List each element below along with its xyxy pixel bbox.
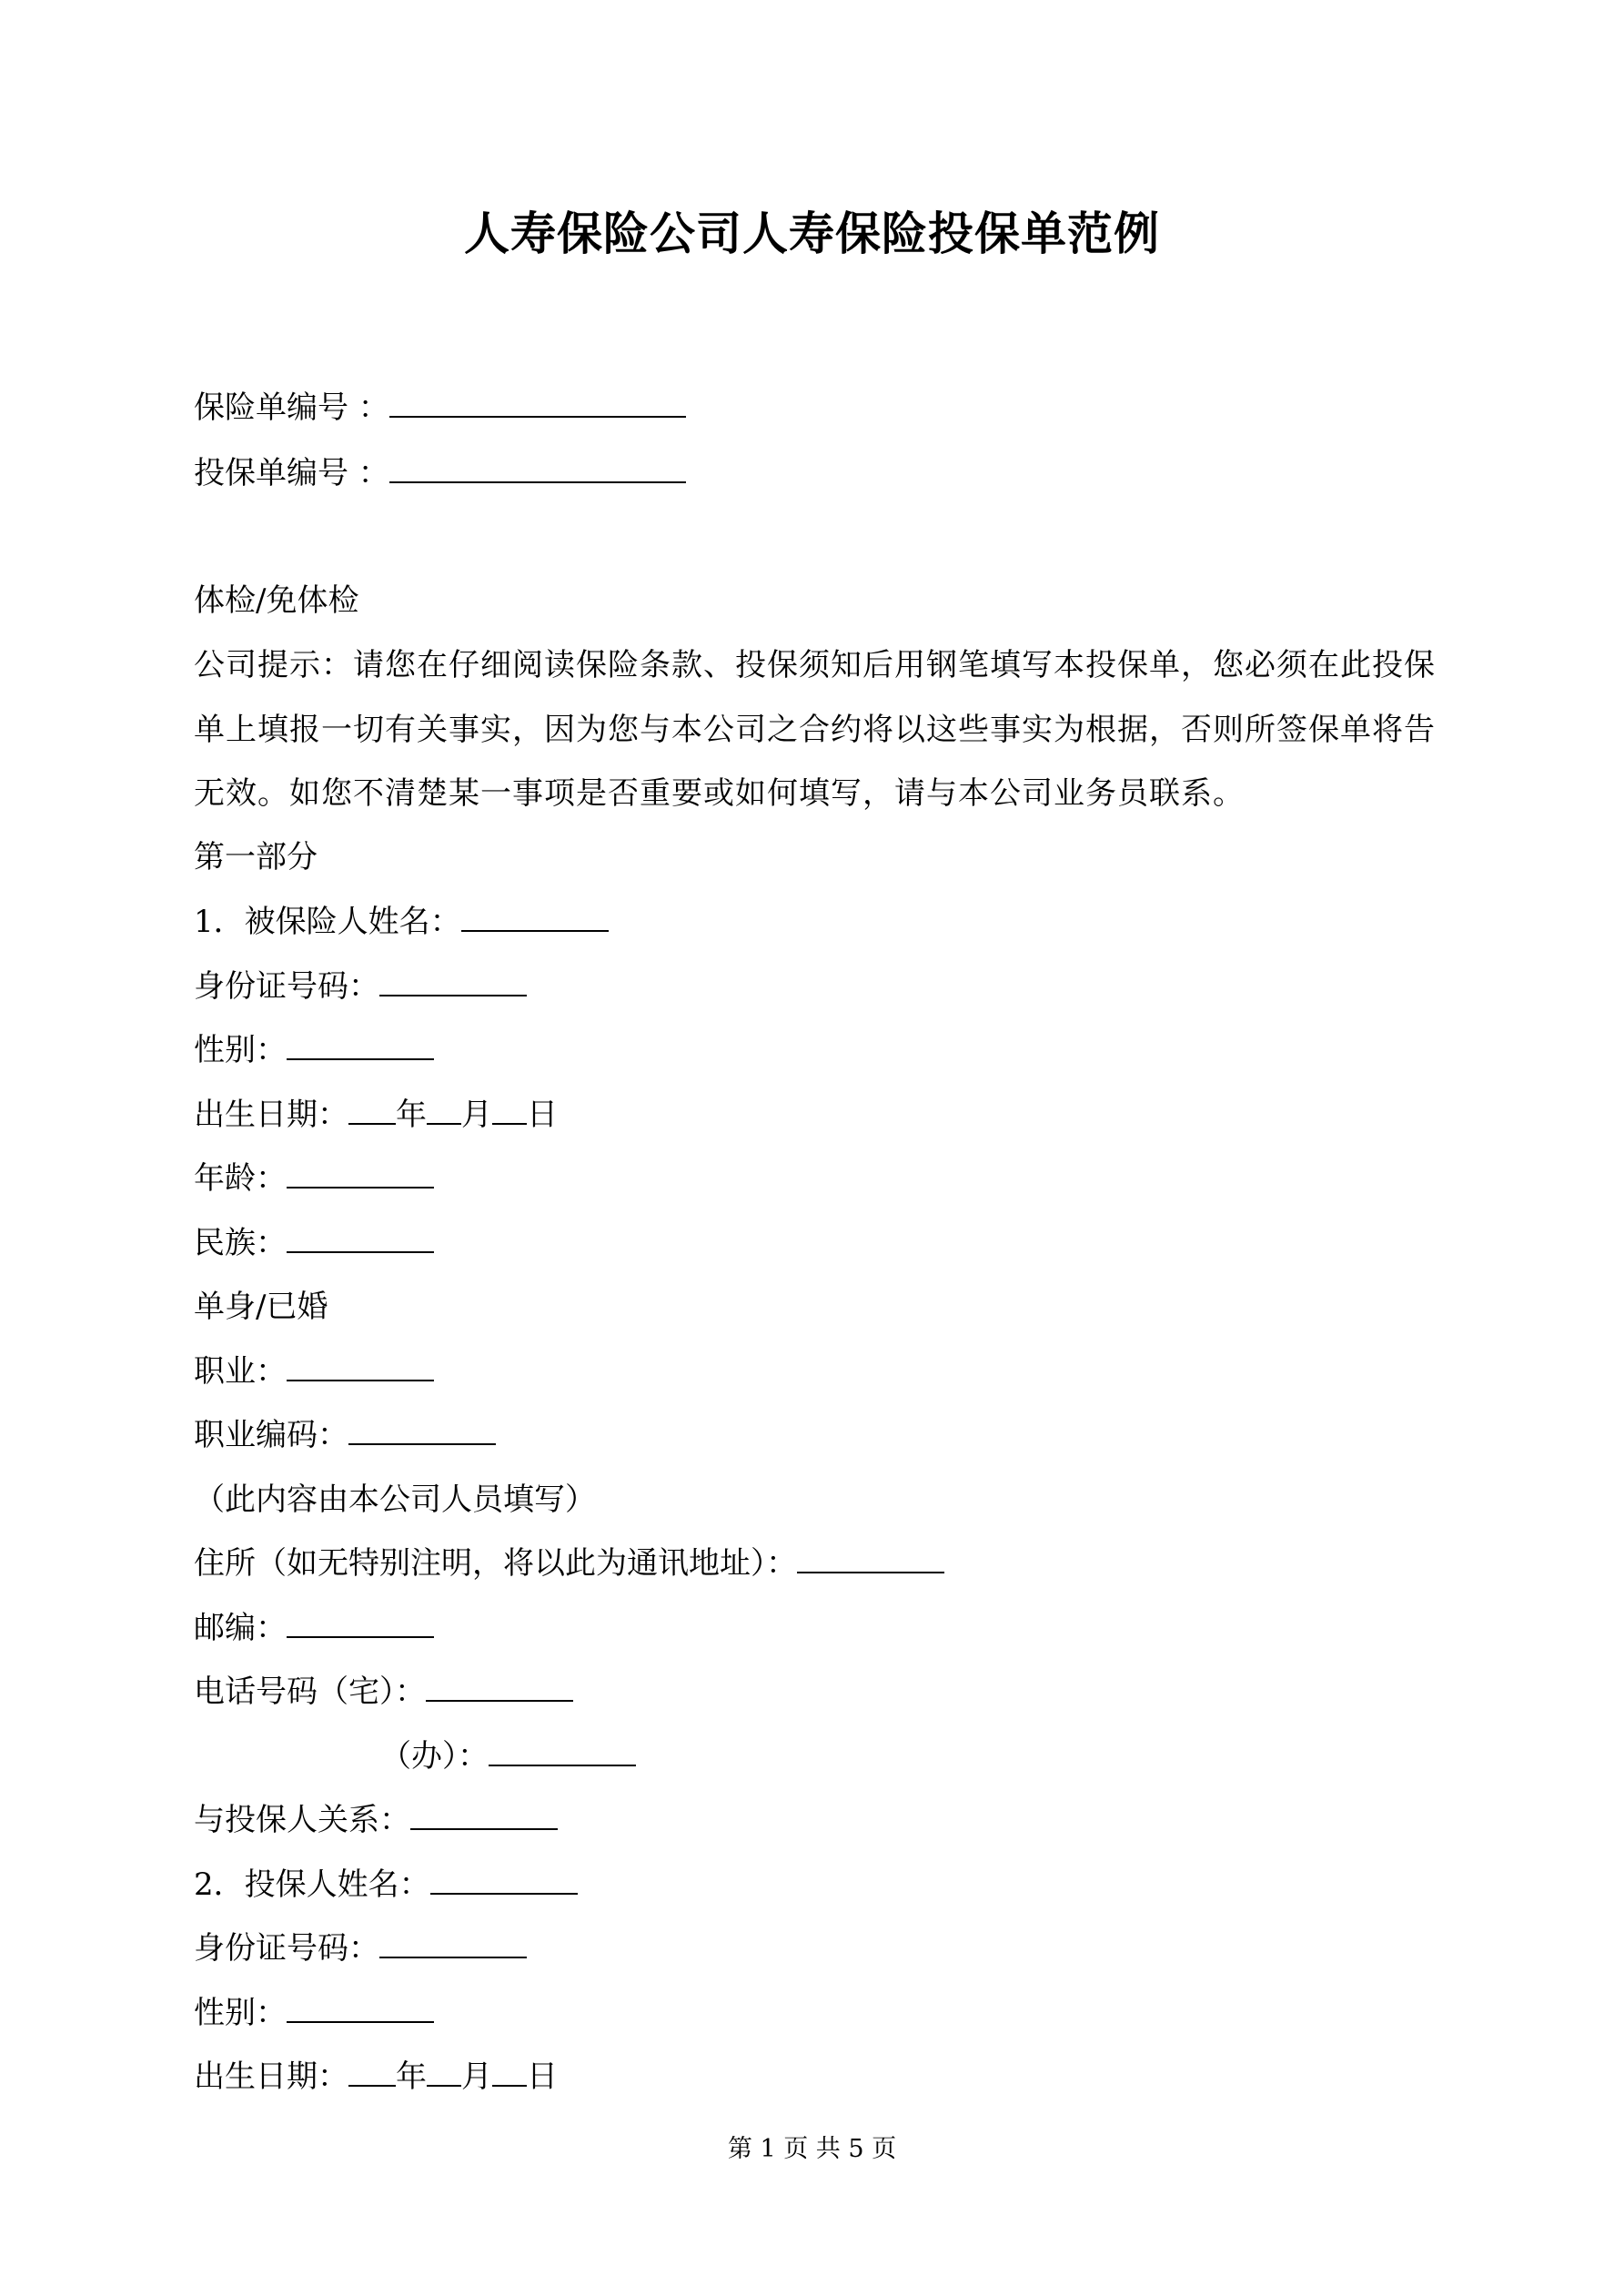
insured-ethnicity-label: 民族： [194,1225,287,1261]
insured-year-unit: 年 [396,1097,427,1133]
applicant-day-unit: 日 [527,2058,558,2095]
applicant-year-unit: 年 [396,2058,427,2095]
insured-address-field[interactable] [797,1542,944,1573]
insured-phone-home-row [194,1670,573,1714]
insured-name-field[interactable] [461,901,609,932]
applicant-gender-label: 性别： [194,1995,287,2031]
application-number-label: 投保单编号 ： [194,455,389,491]
insured-birth-row [194,1093,558,1137]
insured-relation-row [194,1798,558,1842]
insured-marital-status: 单身/已婚 [194,1289,328,1325]
applicant-birth-month-field[interactable] [427,2056,461,2087]
insured-age-row [194,1157,434,1200]
applicant-id-row [194,1927,527,1970]
insured-occupation-code-label: 职业编码： [194,1417,348,1453]
applicant-name-row [194,1863,578,1907]
insured-phone-office-field[interactable] [489,1735,636,1766]
applicant-birth-day-field[interactable] [492,2056,527,2087]
insured-birth-day-field[interactable] [492,1094,527,1125]
applicant-gender-field[interactable] [287,1992,434,2023]
insured-id-row [194,965,527,1008]
insured-name-label: 1．被保险人姓名： [194,904,461,940]
insured-month-unit: 月 [461,1097,492,1133]
insured-gender-row [194,1028,434,1072]
insured-gender-label: 性别： [194,1032,287,1068]
insured-occupation-field[interactable] [287,1350,434,1381]
application-number-row [194,451,686,495]
insured-occupation-label: 职业： [194,1353,287,1390]
part-one-heading: 第一部分 [194,839,318,875]
applicant-name-field[interactable] [430,1864,578,1895]
applicant-birth-row [194,2055,558,2099]
policy-number-row [194,386,686,430]
insured-age-field[interactable] [287,1158,434,1188]
insured-birth-label: 出生日期： [194,1097,348,1133]
insured-ethnicity-row [194,1221,434,1265]
insured-phone-office-label: （办）： [380,1738,489,1775]
page-title: 人寿保险公司人寿保险投保单范例 [464,207,1160,260]
applicant-month-unit: 月 [461,2058,492,2095]
insured-phone-home-label: 电话号码（宅）： [194,1674,426,1710]
applicant-id-label: 身份证号码： [194,1930,379,1967]
insured-id-field[interactable] [379,966,527,996]
insured-age-label: 年龄： [194,1160,287,1197]
applicant-name-label: 2．投保人姓名： [194,1866,430,1903]
policy-number-field[interactable] [389,387,686,418]
company-notice: 公司提示：请您在仔细阅读保险条款、投保须知后用钢笔填写本投保单，您必须在此投保单上填报一切有关事实，因为您与本公司之合约将以这些事实为根据，否则所签保单将告无效。如您不清楚某一事项是否重要或如何填写，请与本公司业务员联系。 [194,647,1436,812]
insured-day-unit: 日 [527,1097,558,1133]
insured-phone-office-row [380,1735,636,1778]
insured-gender-field[interactable] [287,1029,434,1060]
insured-relation-field[interactable] [410,1799,558,1830]
insured-postcode-row [194,1606,434,1650]
insured-birth-year-field[interactable] [348,1094,396,1125]
insured-postcode-field[interactable] [287,1607,434,1638]
insured-address-label: 住所（如无特别注明，将以此为通讯地址）： [194,1545,797,1582]
insured-relation-label: 与投保人关系： [194,1802,410,1838]
insured-ethnicity-field[interactable] [287,1222,434,1253]
insured-birth-month-field[interactable] [427,1094,461,1125]
insured-name-row [194,900,609,944]
insured-occupation-code-row [194,1413,496,1457]
staff-fill-note: （此内容由本公司人员填写） [194,1482,596,1518]
exam-option: 体检/免体检 [194,582,359,619]
insured-address-row [194,1542,944,1585]
applicant-gender-row [194,1991,434,2035]
insured-occupation-row [194,1350,434,1393]
page-number-footer: 第 1 页 共 5 页 [727,2135,897,2163]
applicant-birth-year-field[interactable] [348,2056,396,2087]
policy-number-label: 保险单编号 ： [194,389,389,426]
insured-postcode-label: 邮编： [194,1610,287,1646]
insured-phone-home-field[interactable] [426,1671,573,1702]
insured-occupation-code-field[interactable] [348,1414,496,1445]
application-number-field[interactable] [389,452,686,483]
insured-id-label: 身份证号码： [194,968,379,1005]
applicant-id-field[interactable] [379,1927,527,1958]
applicant-birth-label: 出生日期： [194,2058,348,2095]
